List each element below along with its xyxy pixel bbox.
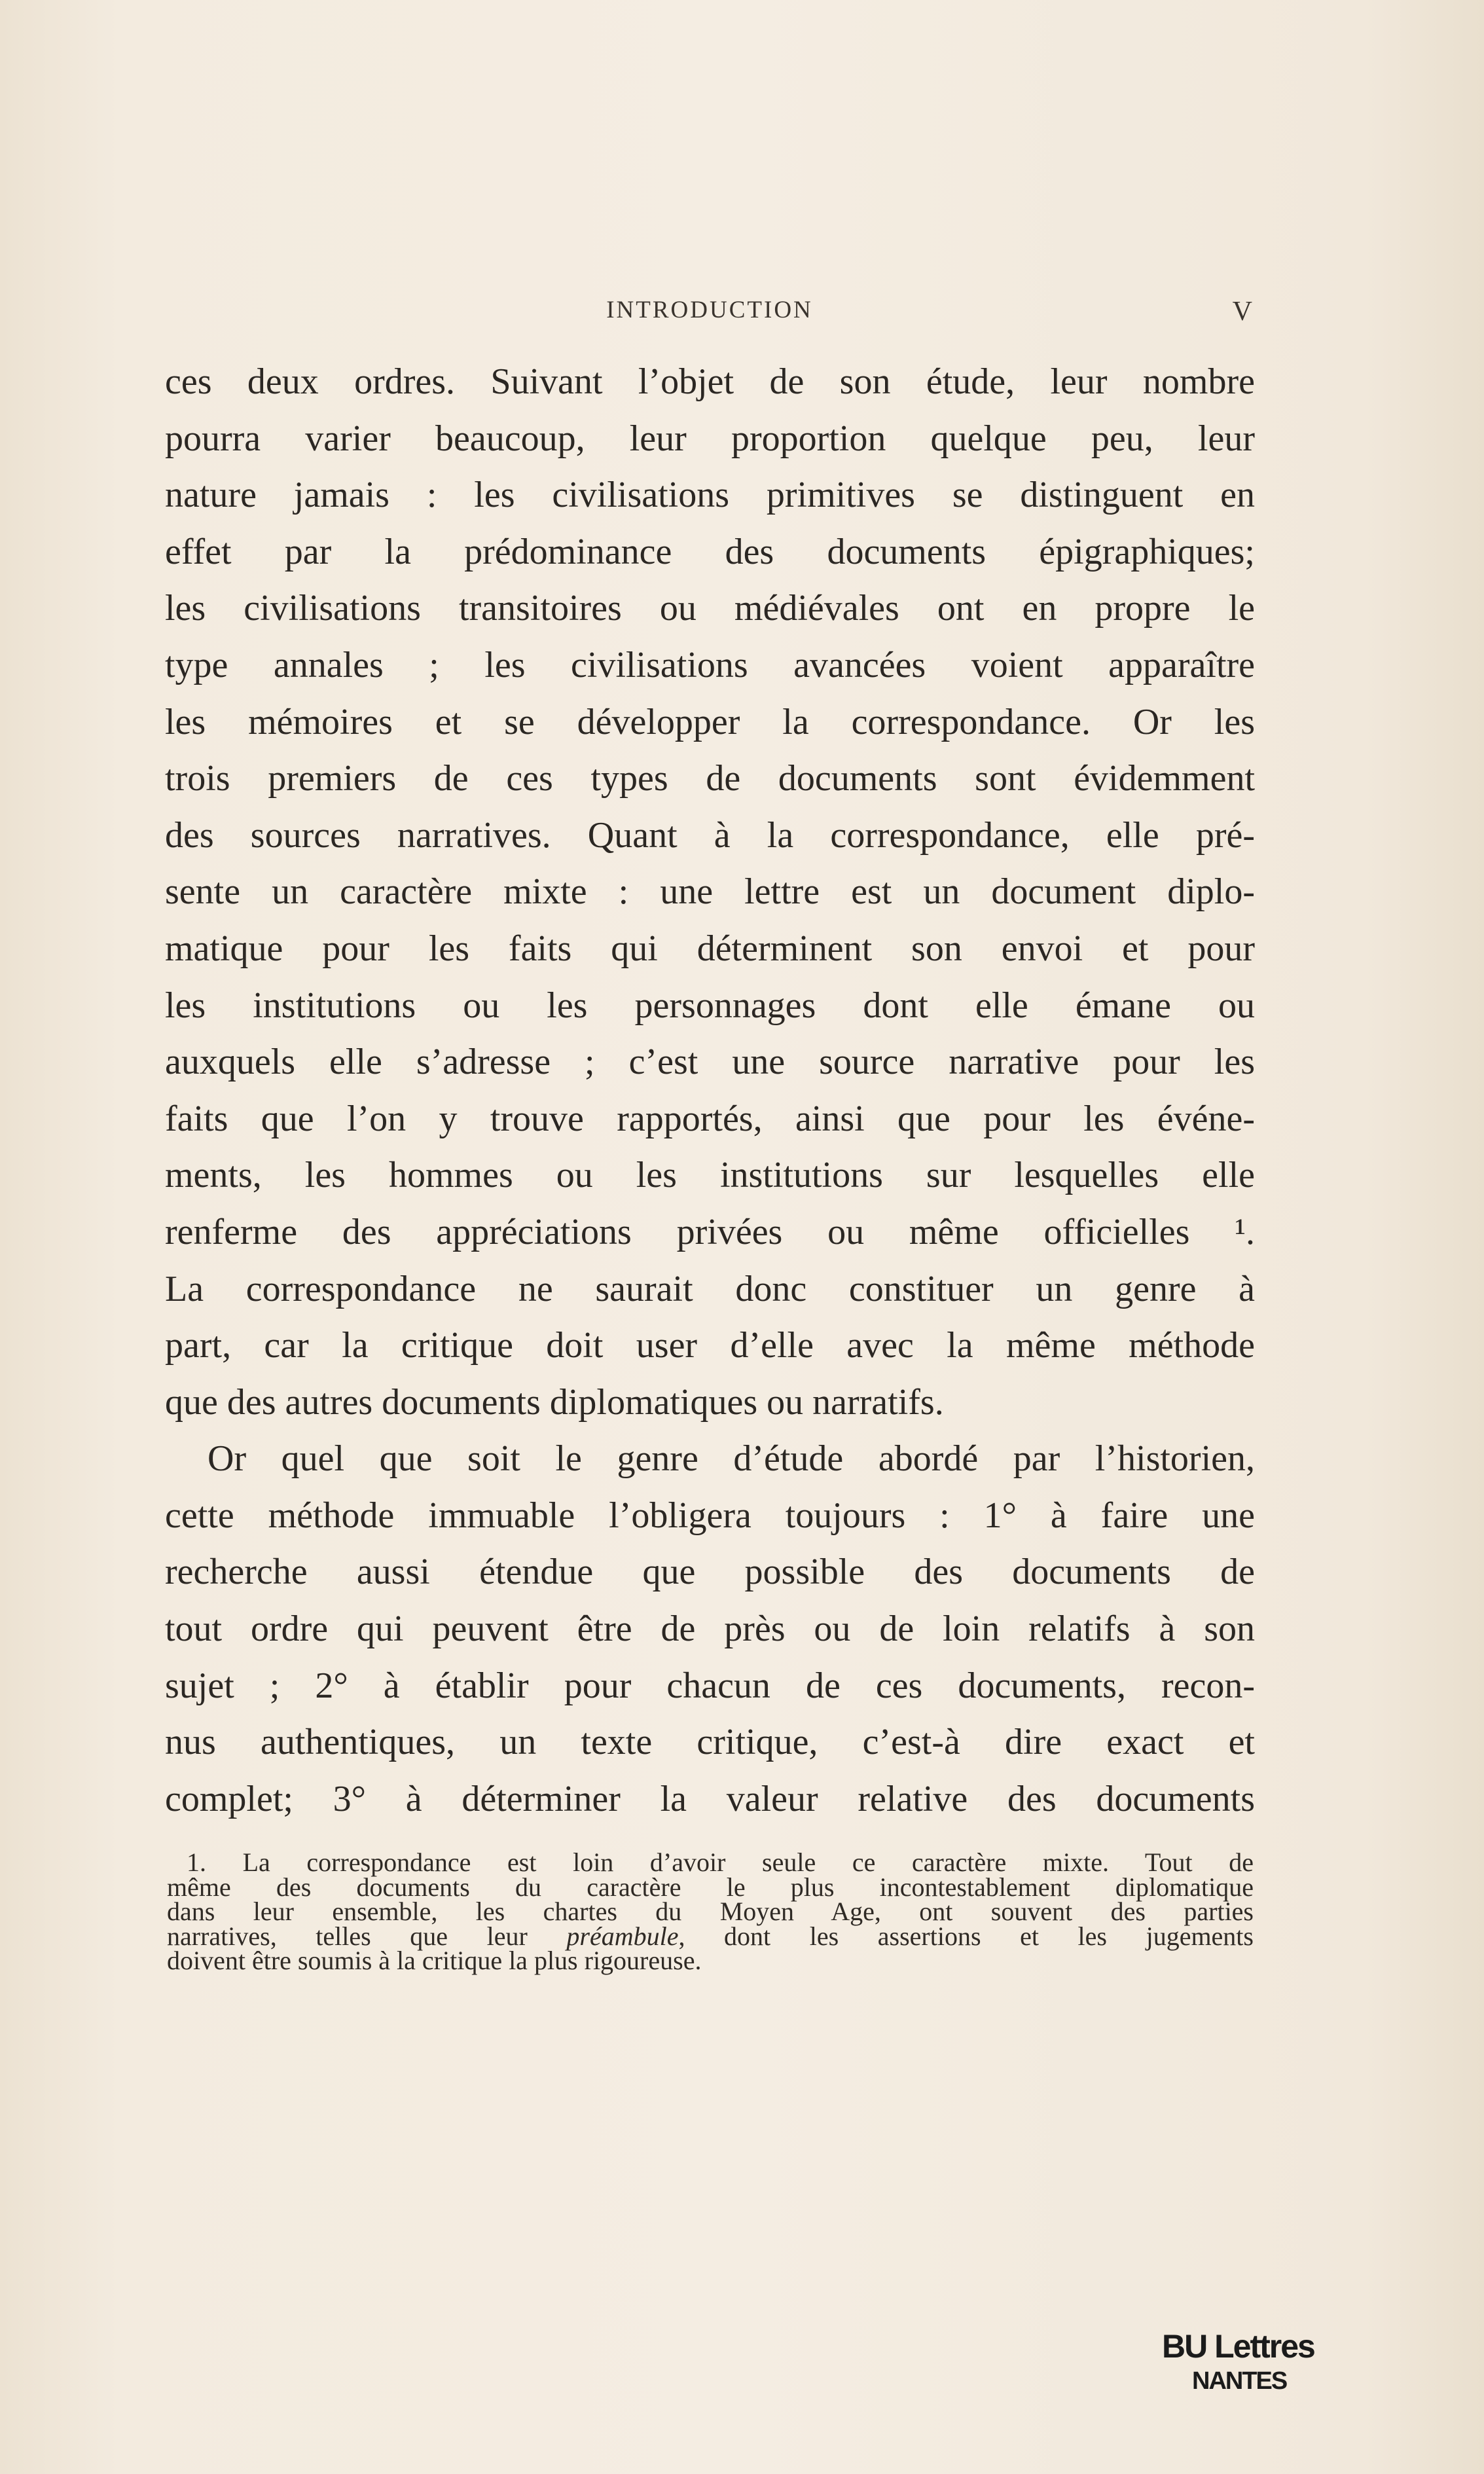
text-line: trois premiers de ces types de documents sont évidemment (165, 758, 1255, 799)
footnote-line: dans leur ensemble, les chartes du Moyen Age, ont souvent des parties (167, 1897, 1254, 1927)
text-line: part, car la critique doit user d’elle avec la même méthode (165, 1325, 1255, 1366)
footnote (167, 1847, 1254, 1976)
running-title: INTRODUCTION (606, 297, 813, 323)
running-head (167, 296, 1252, 335)
body-text (165, 354, 1255, 1827)
text-line: les mémoires et se développer la correspondance. Or les (165, 701, 1255, 742)
text-line: sente un caractère mixte : une lettre est un document diplo- (165, 871, 1255, 913)
footnote-line (167, 1921, 1254, 1951)
text-line: les institutions ou les personnages dont elle émane ou (165, 985, 1255, 1026)
text-line: cette méthode immuable l’obligera toujours : 1° à faire une (165, 1495, 1255, 1536)
text-line: effet par la prédominance des documents épigraphiques; (165, 531, 1255, 572)
text-line: La correspondance ne saurait donc constituer un genre à (165, 1268, 1255, 1309)
text-line: auxquels elle s’adresse ; c’est une source narrative pour les (165, 1042, 1255, 1083)
text-line: faits que l’on y trouve rapportés, ainsi que pour les événe- (165, 1098, 1255, 1139)
text-line: ments, les hommes ou les institutions sur lesquelles elle (165, 1155, 1255, 1196)
text-line: nature jamais : les civilisations primitives se distinguent en (165, 475, 1255, 516)
text-line: les civilisations transitoires ou médiévales ont en propre le (165, 588, 1255, 629)
text-line: Or quel que soit le genre d’étude abordé par l’historien, (208, 1438, 1255, 1480)
footnote-text: , dont les assertions et les jugements (678, 1921, 1254, 1951)
footnote-line: même des documents du caractère le plus incontestablement diplomatique (167, 1872, 1254, 1902)
text-line: renferme des appréciations privées ou même officielles ¹. (165, 1211, 1255, 1252)
stamp-line: BU Lettres (1162, 2328, 1314, 2365)
footnote-text: narratives, telles que leur (167, 1921, 567, 1951)
text-line: des sources narratives. Quant à la correspondance, elle pré- (165, 814, 1255, 856)
text-line: ces deux ordres. Suivant l’objet de son étude, leur nombre (165, 361, 1255, 402)
library-stamp (1162, 2327, 1345, 2397)
text-line: que des autres documents diplomatiques ou narratifs. (165, 1381, 944, 1423)
footnote-line: doivent être soumis à la critique la plus rigoureuse. (167, 1946, 702, 1976)
text-line: nus authentiques, un texte critique, c’est-à dire exact et (165, 1722, 1255, 1763)
footnote-line: 1. La correspondance est loin d’avoir seule ce caractère mixte. Tout de (187, 1847, 1254, 1877)
text-line: complet; 3° à déterminer la valeur relative des documents (165, 1778, 1255, 1819)
text-line: recherche aussi étendue que possible des documents de (165, 1552, 1255, 1593)
page-number: V (1232, 297, 1252, 327)
footnote-italic-term: préambule (566, 1921, 679, 1951)
text-line: type annales ; les civilisations avancées voient apparaître (165, 644, 1255, 685)
text-line: tout ordre qui peuvent être de près ou de loin relatifs à son (165, 1609, 1255, 1650)
text-line: pourra varier beaucoup, leur proportion quelque peu, leur (165, 418, 1255, 459)
stamp-line: NANTES (1192, 2367, 1287, 2395)
text-line: matique pour les faits qui déterminent son envoi et pour (165, 928, 1255, 969)
text-line: sujet ; 2° à établir pour chacun de ces documents, recon- (165, 1665, 1255, 1706)
